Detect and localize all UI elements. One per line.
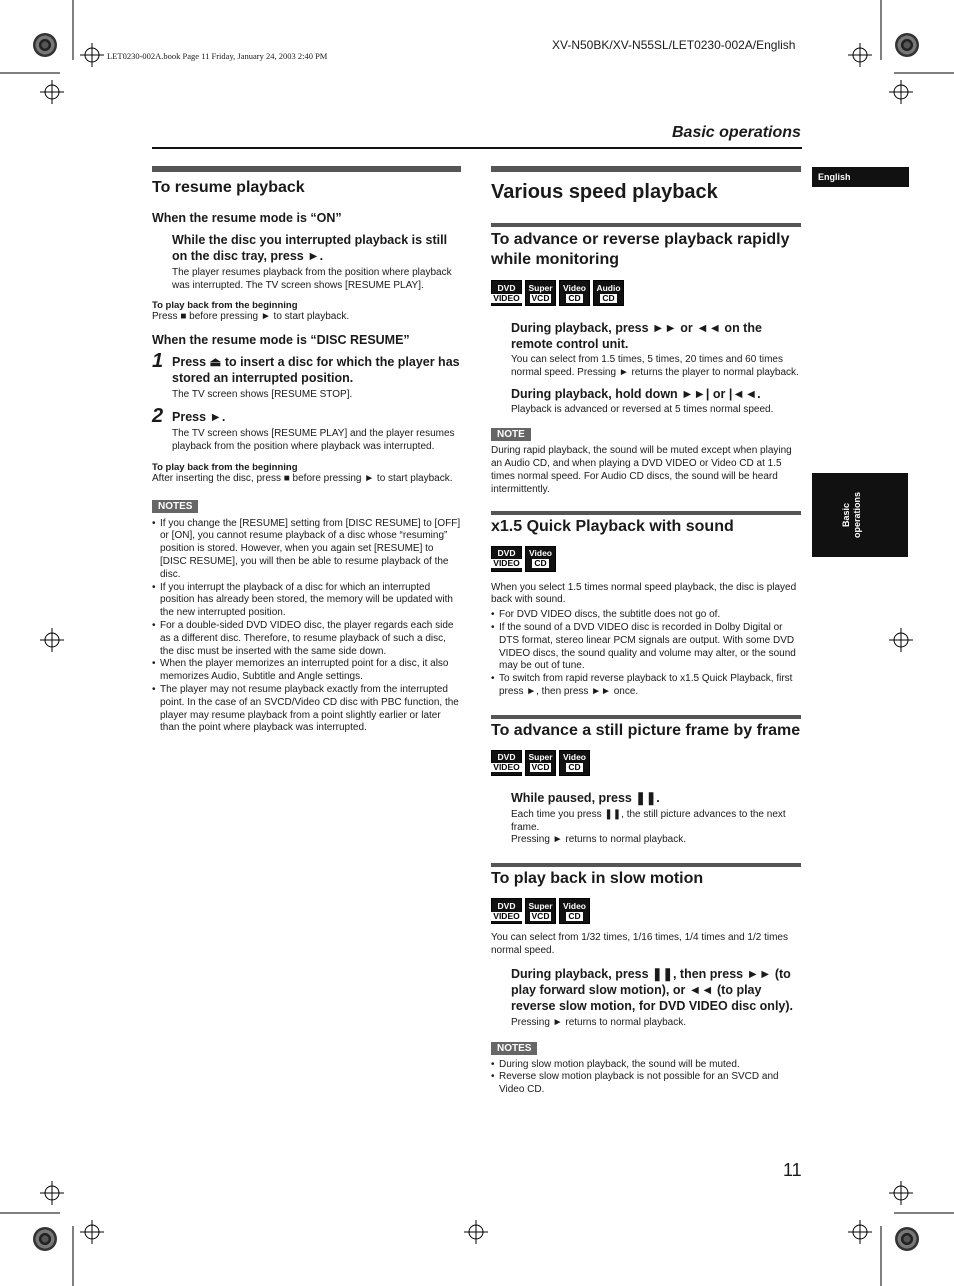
slow-lead: During playback, press ❚❚, then press ►► (to play forward slow motion), or ◄◄ (to play reverse slow motion, for DVD VIDEO disc only).	[511, 966, 794, 1013]
right-column	[491, 166, 801, 1097]
advance-note: During rapid playback, the sound will be muted except when playing an Audio CD, and when playing a DVD VIDEO or Video CD at 1.5 times normal speed. For Audio CD discs, the sound will be heard intermittently.	[491, 445, 792, 495]
tab-basic-operations	[812, 473, 908, 557]
dvd-video-icon: DVD VIDEO	[491, 750, 522, 776]
quick-body: When you select 1.5 times normal speed playback, the disc is played back with sound.	[491, 581, 797, 606]
bullet-item: • For DVD VIDEO discs, the subtitle does not go of.	[491, 609, 801, 622]
note-item: • During slow motion playback, the sound will be muted.	[491, 1059, 801, 1072]
slow-body-2: Pressing ► returns to normal playback.	[511, 1016, 686, 1028]
note-item: • When the player memorizes an interrupted point for a disc, it also memorizes Audio, Subtitle and Angle settings.	[152, 658, 461, 684]
book-info-line: LET0230-002A.book Page 11 Friday, January 24, 2003 2:40 PM	[107, 51, 328, 61]
notes-list	[152, 518, 461, 736]
heading-bar	[491, 863, 801, 867]
video-cd-icon: Video CD	[525, 546, 556, 572]
heading-bar	[491, 511, 801, 515]
video-cd-icon: Video CD	[559, 750, 590, 776]
step-2	[152, 405, 461, 454]
notes-label: NOTES	[152, 500, 198, 513]
bullet-item: • If the sound of a DVD VIDEO disc is recorded in Dolby Digital or DTS format, stereo linear PCM signals are output. With some DVD VIDEO discs, the sound quality and volume may alter, or the sound may be out of tune.	[491, 622, 801, 673]
still-frame-title: To advance a still picture frame by frame	[491, 721, 801, 739]
beginning-heading: To play back from the beginning	[152, 461, 298, 473]
disc-icons	[491, 750, 801, 776]
heading-bar	[152, 166, 461, 172]
color-registration-rosette	[33, 1227, 57, 1251]
disc-resume-heading: When the resume mode is “DISC RESUME”	[152, 333, 410, 348]
still-lead: While paused, press ❚❚.	[511, 790, 660, 805]
note-label: NOTE	[491, 428, 531, 441]
beginning-heading: To play back from the beginning	[152, 299, 298, 311]
advance-title: To advance or reverse playback rapidly while monitoring	[491, 231, 790, 268]
header-rule	[152, 147, 802, 149]
disc-icons	[491, 898, 801, 924]
notes-label: NOTES	[491, 1042, 537, 1055]
step-number: 1	[152, 350, 164, 373]
step-2-body: The TV screen shows [RESUME PLAY] and the player resumes playback from the position where playback was interrupted.	[172, 428, 455, 452]
section-title: Basic operations	[672, 124, 801, 141]
super-vcd-icon: Super VCD	[525, 280, 556, 306]
quick-playback-title: x1.5 Quick Playback with sound	[491, 517, 734, 535]
step-2-lead: Press ►.	[172, 410, 226, 425]
step-number: 2	[152, 405, 164, 428]
note-item: • If you change the [RESUME] setting from [DISC RESUME] to [OFF] or [ON], you cannot resume playback of a disc whose “resuming” position is stored. However, when you again set [RESUME] to [DISC RESUME], you will then be able to resume playback of the disc.	[152, 518, 461, 582]
note-item: • The player may not resume playback exactly from the interrupted point. In the case of an SVCD/Video CD disc with PBC function, the player may resume playback from a point slightly earlier or later than the point where playback was interrupted.	[152, 684, 461, 735]
beginning-body: After inserting the disc, press ■ before pressing ► to start playback.	[152, 472, 453, 484]
dvd-video-icon: DVD VIDEO	[491, 898, 522, 924]
disc-icons	[491, 546, 801, 572]
note-item: • Reverse slow motion playback is not possible for an SVCD and Video CD.	[491, 1071, 801, 1097]
advance-body-1: You can select from 1.5 times, 5 times, 20 times and 60 times normal speed. Pressing ► returns the player to normal playback.	[511, 354, 799, 378]
audio-cd-icon: Audio CD	[593, 280, 624, 306]
step-1-body: The TV screen shows [RESUME STOP].	[172, 389, 353, 401]
quick-bullets	[491, 609, 801, 699]
various-speed-title: Various speed playback	[491, 181, 718, 203]
video-cd-icon: Video CD	[559, 898, 590, 924]
slow-motion-title: To play back in slow motion	[491, 870, 704, 888]
page-number: 11	[783, 1160, 802, 1180]
disc-icons	[491, 280, 801, 306]
dvd-video-icon: DVD VIDEO	[491, 280, 522, 306]
video-cd-icon: Video CD	[559, 280, 590, 306]
model-code: XV-N50BK/XV-N55SL/LET0230-002A/English	[552, 38, 796, 52]
color-registration-rosette	[33, 33, 57, 57]
still-body-1: Each time you press ❚❚, the still picture advances to the next frame.	[511, 808, 786, 833]
on-mode-heading: When the resume mode is “ON”	[152, 211, 342, 225]
on-mode-lead: While the disc you interrupted playback is still on the disc tray, press ►.	[172, 233, 448, 263]
left-column	[152, 166, 461, 735]
bullet-item: • To switch from rapid reverse playback to x1.5 Quick Playback, first press ►, then press ►► once.	[491, 673, 801, 699]
advance-body-2: Playback is advanced or reversed at 5 times normal speed.	[511, 403, 774, 415]
color-registration-rosette	[895, 33, 919, 57]
heading-bar	[491, 223, 801, 227]
advance-lead-2: During playback, hold down ►►| or |◄◄.	[511, 386, 761, 401]
advance-lead-1: During playback, press ►► or ◄◄ on the remote control unit.	[511, 321, 762, 351]
step-1	[152, 350, 461, 402]
slow-body: You can select from 1/32 times, 1/16 times, 1/4 times and 1/2 times normal speed.	[491, 932, 788, 956]
beginning-body: Press ■ before pressing ► to start playback.	[152, 310, 350, 322]
resume-playback-title: To resume playback	[152, 179, 305, 196]
tab-english: English	[812, 167, 909, 187]
note-item: • If you interrupt the playback of a disc for which an interrupted position has already been stored, the memory will be updated with the new interrupted position.	[152, 582, 461, 620]
super-vcd-icon: Super VCD	[525, 898, 556, 924]
color-registration-rosette	[895, 1227, 919, 1251]
note-item: • For a double-sided DVD VIDEO disc, the player regards each side as a different disc. Therefore, to resume playback of such a disc, the disc must be inserted with the same side down.	[152, 620, 461, 658]
on-mode-body: The player resumes playback from the position where playback was interrupted. The TV screen shows [RESUME PLAY].	[172, 267, 452, 291]
tab-basic-operations-label: Basic operations	[841, 491, 862, 539]
still-body-2: Pressing ► returns to normal playback.	[511, 834, 686, 846]
super-vcd-icon: Super VCD	[525, 750, 556, 776]
heading-bar	[491, 166, 801, 172]
step-1-lead: Press ⏏ to insert a disc for which the player has stored an interrupted position.	[172, 355, 460, 386]
heading-bar	[491, 715, 801, 719]
dvd-video-icon: DVD VIDEO	[491, 546, 522, 572]
slow-notes	[491, 1059, 801, 1097]
